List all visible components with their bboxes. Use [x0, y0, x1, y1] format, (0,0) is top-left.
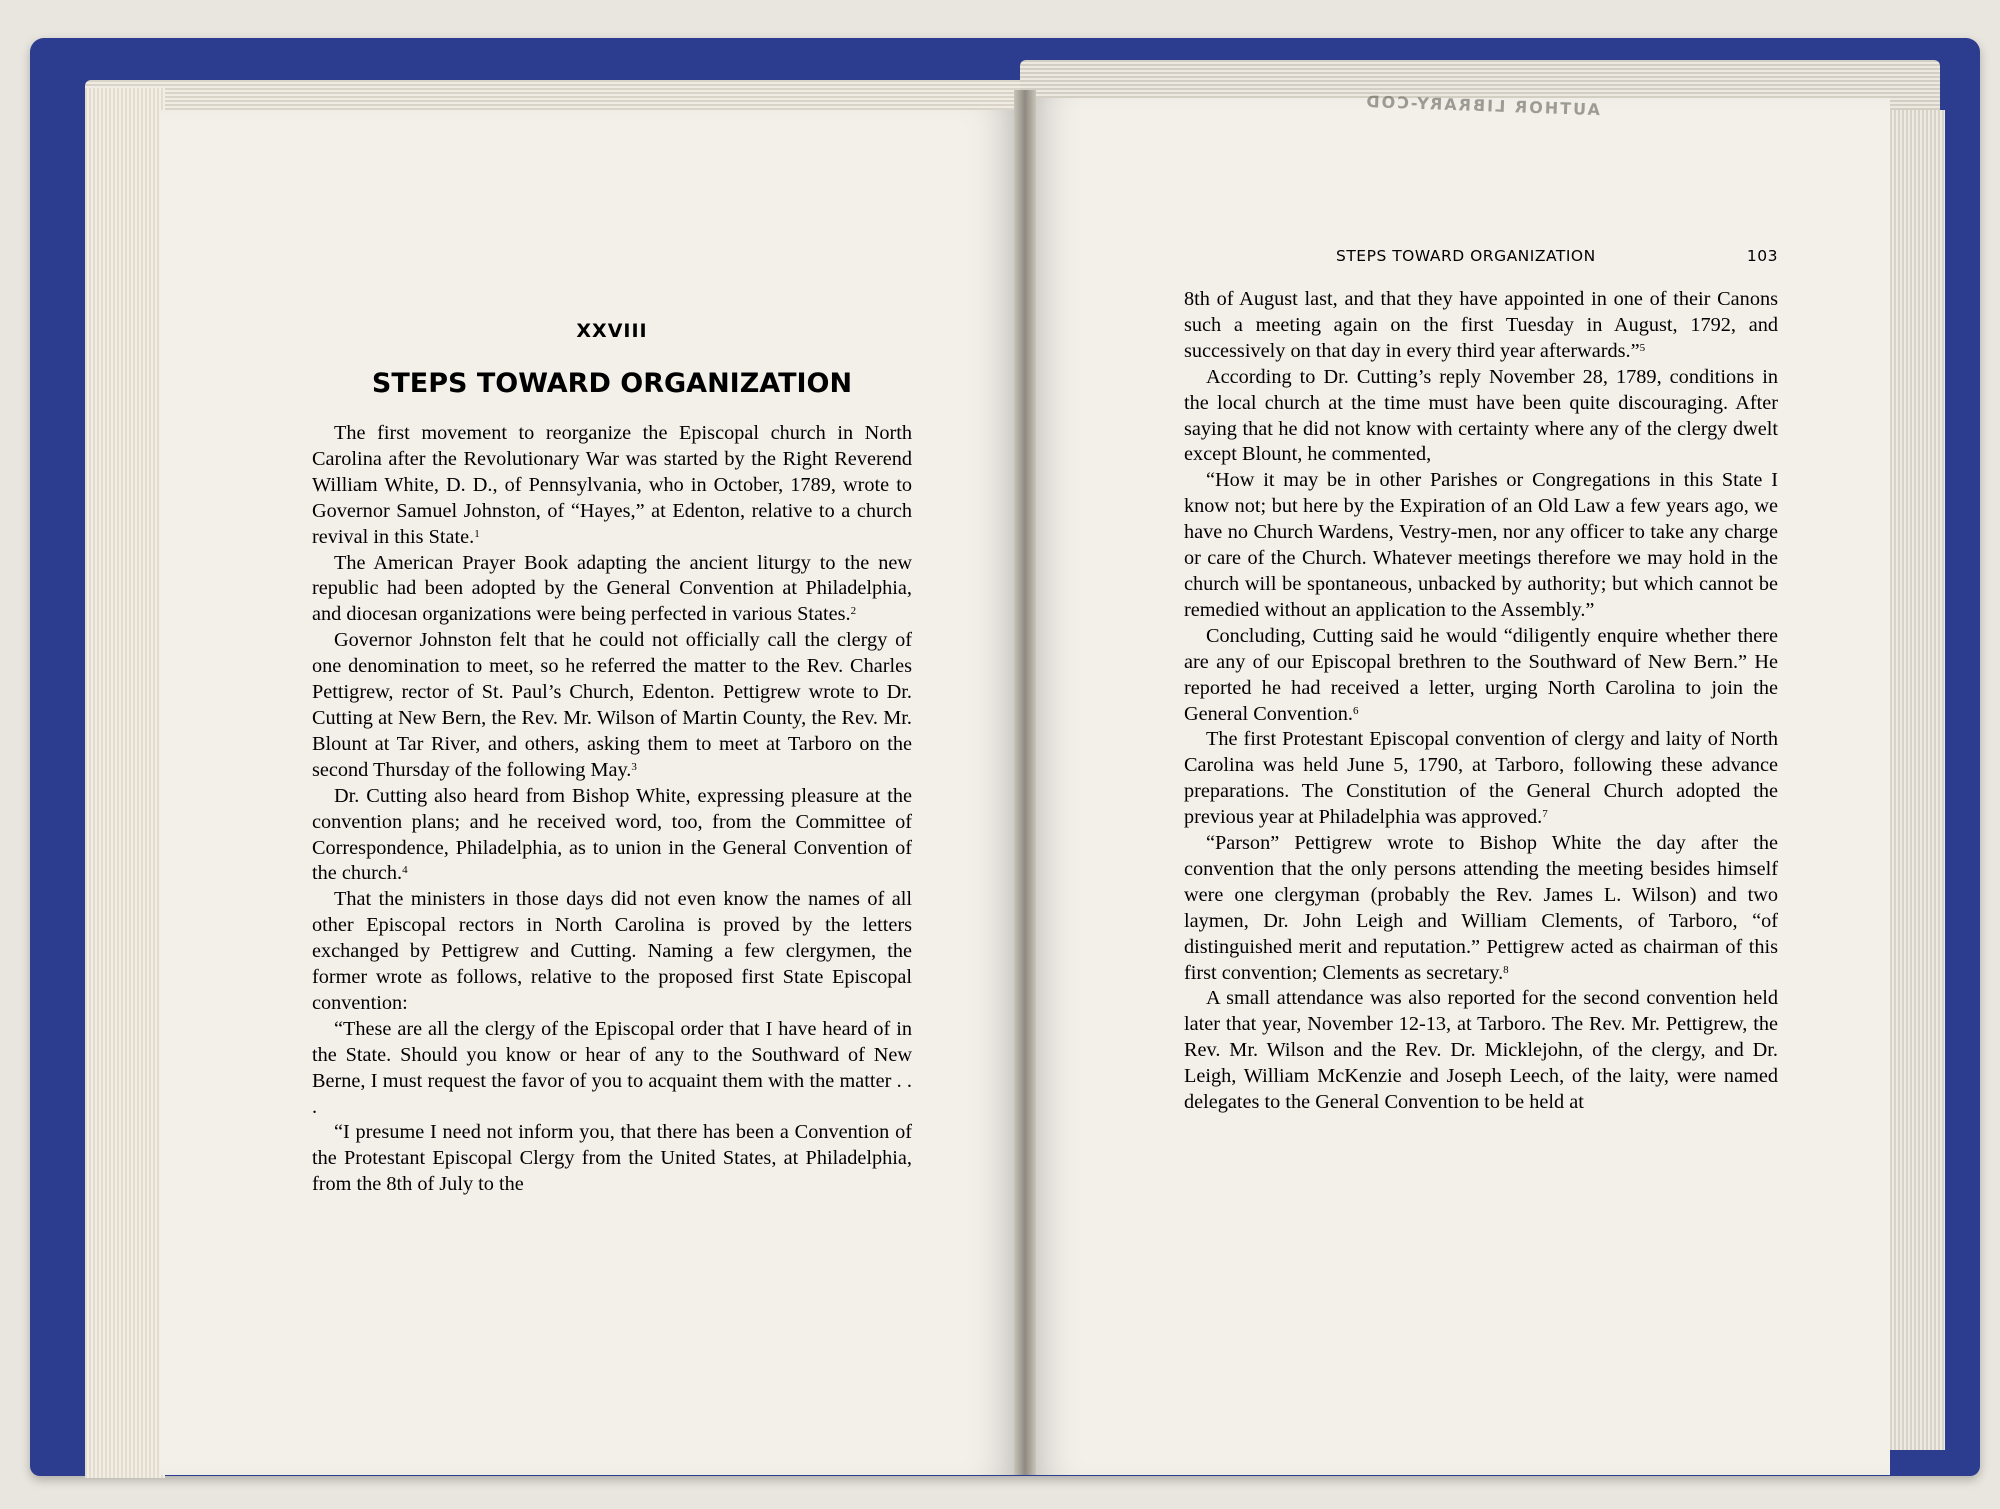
page-edges-right — [1890, 110, 1945, 1450]
mirrored-stamp: AUTHOR LIBRARY-COD — [1364, 91, 1601, 120]
footnote-ref: 6 — [1352, 704, 1359, 717]
chapter-number: XXVIII — [576, 320, 648, 342]
paragraph: According to Dr. Cutting’s reply November 28, 1789, conditions in the local church at the time must have been quite discouraging. After saying that he did not know with certainty where any of the clergy dwelt except Blount, he commented, — [1184, 365, 1778, 466]
footnote-ref: 7 — [1542, 808, 1548, 821]
paragraph: The first movement to reorganize the Episcopal church in North Carolina after the Revolutionary War was started by the Right Reverend William White, D. D., of Pennsylvania, who in October, 1789, wrote to Governor Samuel Johnston, of “Hayes,” at Edenton, relative to a church revival in this State.$^1$ — [312, 422, 912, 548]
right-page-body — [1184, 287, 1778, 1116]
paragraph: A small attendance was also reported for the second convention held later that year, November 12-13, at Tarboro. The Rev. Mr. Pettigrew, the Rev. Mr. Wilson and the Rev. Dr. Micklejohn, of the clergy, and Dr. Leigh, William McKenzie and Joseph Leech, of the laity, were named delegates to the General Convention to be held at — [1184, 987, 1778, 1114]
running-head-title: STEPS TOWARD ORGANIZATION — [1336, 247, 1596, 265]
left-page-body — [312, 421, 912, 1198]
footnote-ref: 3 — [631, 760, 637, 773]
paragraph: “Parson” Pettigrew wrote to Bishop White the day after the convention that the only persons attending the meeting besides himself were one clergyman (probably the Rev. James L. Wilson) and two laymen, Dr. John Leigh and William Clements, of Tarboro, “of distinguished merit and reputation.” Pettigrew acted as chairman of this first convention; Clements as secretary.$^8$ — [1184, 832, 1778, 984]
paragraph: Governor Johnston felt that he could not officially call the clergy of one denomination to meet, so he referred the matter to the Rev. Charles Pettigrew, rector of St. Paul’s Church, Edenton. Pettigrew wrote to Dr. Cutting at New Bern, the Rev. Mr. Wilson of Martin County, the Rev. Mr. Blount at Tar River, and others, asking them to meet at Tarboro on the second Thursday of the following May.$^3$ — [312, 629, 912, 781]
chapter-title: STEPS TOWARD ORGANIZATION — [371, 368, 853, 399]
running-head — [1184, 247, 1778, 271]
paragraph: The American Prayer Book adapting the ancient liturgy to the new republic had been adopted by the General Convention at Philadelphia, and diocesan organizations were being perfected in various States.$^2$ — [312, 551, 912, 626]
footnote-ref: 2 — [850, 605, 857, 618]
paragraph: “These are all the clergy of the Episcopal order that I have heard of in the State. Should you know or hear of any to the Southward of New Berne, I must request the favor of you to acquaint them with the matter . . . — [312, 1017, 912, 1118]
footnote-ref: 4 — [402, 864, 408, 877]
footnote-ref: 8 — [1503, 963, 1509, 976]
paragraph: Concluding, Cutting said he would “diligently enquire whether there are any of our Episcopal brethren to the Southward of New Bern.” He reported he had received a letter, urging North Carolina to join the General Convention.$^6$ — [1184, 624, 1778, 725]
paragraph: “I presume I need not inform you, that there has been a Convention of the Protestant Episcopal Clergy from the United States, at Philadelphia, from the 8th of July to the — [312, 1121, 912, 1196]
footnote-ref: 1 — [474, 527, 480, 540]
paragraph: 8th of August last, and that they have appointed in one of their Canons such a meeting again on the first Tuesday in August, 1792, and successively on that day in every third year afterwards.”$^5$ — [1184, 288, 1778, 362]
paragraph: “How it may be in other Parishes or Congregations in this State I know not; but here by the Expiration of an Old Law a few years ago, we have no Church Wardens, Vestry-men, nor any officer to take any charge or care of the Church. Whatever meetings therefore we may hold in the church will be spontaneous, unbacked by authority; but which cannot be remedied without an application to the Assembly.” — [1184, 469, 1778, 621]
page-edges-left — [85, 88, 165, 1478]
paragraph: That the ministers in those days did not even know the names of all other Episcopal rectors in North Carolina is proved by the letters exchanged by Pettigrew and Cutting. Naming a few clergymen, the former wrote as follows, relative to the proposed first State Episcopal convention: — [312, 888, 912, 1014]
page-number: 103 — [1746, 247, 1778, 265]
paragraph: Dr. Cutting also heard from Bishop White, expressing pleasure at the convention plans; and he received word, too, from the Committee of Correspondence, Philadelphia, as to union in the General Convention of the church.$^4$ — [312, 784, 912, 885]
book-gutter — [1014, 90, 1036, 1475]
paragraph: The first Protestant Episcopal convention of clergy and laity of North Carolina was held June 5, 1790, at Tarboro, following these advance preparations. The Constitution of the General Church adopted the previous year at Philadelphia was approved.$^7$ — [1184, 728, 1778, 829]
footnote-ref: 5 — [1639, 341, 1646, 354]
